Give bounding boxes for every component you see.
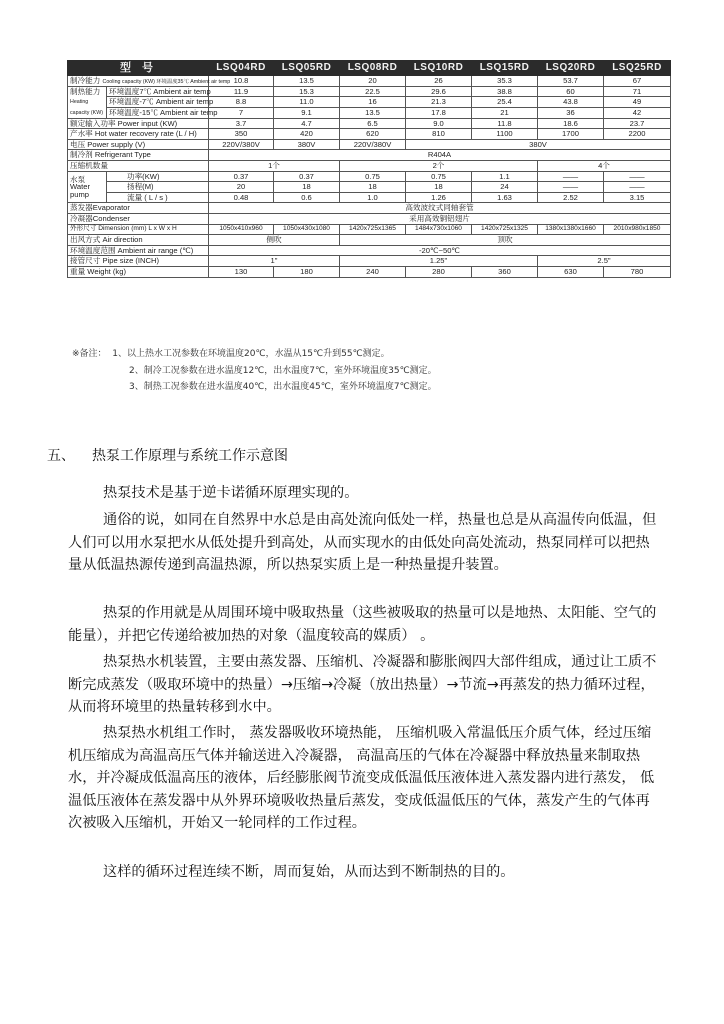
table-cell: 0.48 (209, 192, 274, 203)
table-cell: 35.3 (472, 76, 538, 87)
table-cell: 1484x730x1060 (406, 224, 472, 235)
table-row (68, 129, 671, 140)
table-row (68, 224, 671, 235)
table-row (68, 118, 671, 129)
table-cell: 2.52 (538, 192, 604, 203)
model-name: LSQ10RD (406, 61, 472, 76)
model-header-label: 型 号 (68, 61, 209, 76)
table-notes (72, 346, 437, 396)
table-row (68, 203, 671, 214)
table-cell: 0.37 (274, 171, 340, 182)
row-label: 接管尺寸 Pipe size (INCH) (68, 256, 209, 267)
table-cell: 26 (406, 76, 472, 87)
model-name: LSQ04RD (209, 61, 274, 76)
table-cell: 1420x725x1365 (340, 224, 406, 235)
row-label: 压缩机数量 (68, 160, 209, 171)
row-label: 制冷能力 (70, 75, 101, 85)
table-cell: 36 (538, 107, 604, 118)
table-cell: 60 (538, 86, 604, 97)
table-cell: 1420x725x1325 (472, 224, 538, 235)
table-cell: 25.4 (472, 97, 538, 108)
table-cell: 220V/380V (209, 139, 274, 150)
table-row (68, 245, 671, 256)
table-cell: 1380x1380x1660 (538, 224, 604, 235)
row-label: 流量 ( L / s ) (107, 192, 209, 203)
table-cell: 20 (340, 76, 406, 87)
row-label: 环境温度7℃ Ambient air temp (107, 86, 209, 97)
row-label: 制冷剂 Refrigerant Type (68, 150, 209, 161)
table-cell: 2个 (340, 160, 538, 171)
table-cell: 8.8 (209, 97, 274, 108)
spec-table (67, 60, 671, 278)
table-cell: 420 (274, 129, 340, 140)
section-number: 五、 (47, 448, 75, 464)
table-cell: —— (604, 182, 671, 193)
table-cell: 1100 (472, 129, 538, 140)
table-cell: 22.5 (340, 86, 406, 97)
table-cell: 18 (406, 182, 472, 193)
row-label: 环境温度-15℃ Ambient air temp (107, 107, 209, 118)
table-cell: 620 (340, 129, 406, 140)
row-label: 水泵Water pump (68, 171, 107, 203)
table-cell: 15.3 (274, 86, 340, 97)
table-row (68, 235, 671, 246)
table-row (68, 150, 671, 161)
table-cell: 1.26 (406, 192, 472, 203)
table-cell: 350 (209, 129, 274, 140)
table-row (68, 182, 671, 193)
table-cell: 0.6 (274, 192, 340, 203)
table-cell: 1.63 (472, 192, 538, 203)
table-cell: 23.7 (604, 118, 671, 129)
table-cell: 2200 (604, 129, 671, 140)
table-cell: 0.75 (340, 171, 406, 182)
table-cell: 18 (274, 182, 340, 193)
table-row (68, 86, 671, 97)
table-cell: 29.6 (406, 86, 472, 97)
table-cell: 280 (406, 266, 472, 277)
table-cell: 18.6 (538, 118, 604, 129)
table-cell: 7 (209, 107, 274, 118)
table-cell: —— (604, 171, 671, 182)
paragraph: 通俗的说，如同在自然界中水总是由高处流向低处一样，热量也总是从高温传向低温，但人们可以用水泵把水从低处提升到高处，从而实现水的由低处向高处流动，热泵同样可以把热量从低温热源传递到高温热源，所以热泵实质上是一种热量提升装置。 (68, 512, 657, 574)
section-title: 热泵工作原理与系统工作示意图 (92, 448, 288, 464)
table-cell: 42 (604, 107, 671, 118)
table-cell: 3.7 (209, 118, 274, 129)
row-label: 额定输入功率 Power input (KW) (68, 118, 209, 129)
table-header-row (68, 61, 671, 76)
table-cell: 2.5" (538, 256, 671, 267)
row-label: 制热能力 (70, 86, 101, 96)
table-cell: 1.25" (340, 256, 538, 267)
note-prefix: ※备注： (72, 349, 107, 359)
note-item: 3、制热工况参数在进水温度40℃，出水温度45℃，室外环境温度7℃测定。 (129, 382, 437, 392)
paragraph: 热泵技术是基于逆卡诺循环原理实现的。 (103, 485, 359, 501)
table-cell: 380V (406, 139, 671, 150)
table-cell: 侧吹 (209, 235, 340, 246)
model-name: LSQ20RD (538, 61, 604, 76)
table-cell: R404A (209, 150, 671, 161)
table-cell: 10.8 (209, 76, 274, 87)
table-cell: 380V (274, 139, 340, 150)
table-cell: 18 (340, 182, 406, 193)
model-name: LSQ25RD (604, 61, 671, 76)
row-sublabel: Heating capacity (KW) (70, 98, 103, 116)
table-row (68, 256, 671, 267)
table-cell: 53.7 (538, 76, 604, 87)
table-cell: 11.8 (472, 118, 538, 129)
row-label: 外形尺寸 Dimension (mm) L x W x H (68, 224, 209, 235)
model-name: LSQ15RD (472, 61, 538, 76)
table-cell: 1700 (538, 129, 604, 140)
table-cell: 3.15 (604, 192, 671, 203)
table-cell: 2010x980x1850 (604, 224, 671, 235)
table-row (68, 139, 671, 150)
row-label: 重量 Weight (kg) (68, 266, 209, 277)
table-cell: 高效波纹式同轴套管 (209, 203, 671, 214)
table-cell: 1.1 (472, 171, 538, 182)
table-cell: 13.5 (274, 76, 340, 87)
table-cell: 0.37 (209, 171, 274, 182)
table-cell: 180 (274, 266, 340, 277)
table-cell: 1.0 (340, 192, 406, 203)
table-cell: 17.8 (406, 107, 472, 118)
table-cell: 11.0 (274, 97, 340, 108)
table-row (68, 107, 671, 118)
table-cell: 0.75 (406, 171, 472, 182)
note-line (72, 346, 437, 363)
table-cell: —— (538, 182, 604, 193)
table-cell: 38.8 (472, 86, 538, 97)
paragraph: 这样的循环过程连续不断，周而复始，从而达到不断制热的目的。 (103, 864, 515, 880)
table-cell: 21 (472, 107, 538, 118)
table-cell: 810 (406, 129, 472, 140)
table-cell: 24 (472, 182, 538, 193)
table-row (68, 76, 671, 87)
table-cell: 360 (472, 266, 538, 277)
table-cell: 9.0 (406, 118, 472, 129)
paragraph: 热泵热水机装置，主要由蒸发器、压缩机、冷凝器和膨胀阀四大部件组成，通过让工质不断完成蒸发（吸取环境中的热量）→压缩→冷凝（放出热量）→节流→再蒸发的热力循环过程，从而将环境里的热量转移到水中。 (68, 654, 657, 716)
model-name: LSQ05RD (274, 61, 340, 76)
table-row (68, 266, 671, 277)
model-name: LSQ08RD (340, 61, 406, 76)
table-cell: 1个 (209, 160, 340, 171)
table-cell: 1" (209, 256, 340, 267)
table-row (68, 213, 671, 224)
table-cell: 采用高效铜铝翅片 (209, 213, 671, 224)
table-cell: 11.9 (209, 86, 274, 97)
table-row (68, 192, 671, 203)
table-cell: 1050x430x1080 (274, 224, 340, 235)
row-label: 功率(KW) (107, 171, 209, 182)
table-row (68, 160, 671, 171)
table-cell: 67 (604, 76, 671, 87)
row-label: 环境温度-7℃ Ambient air temp (107, 97, 209, 108)
table-cell: 21.3 (406, 97, 472, 108)
table-row (68, 97, 671, 108)
table-cell: 顶吹 (340, 235, 671, 246)
section-heading (47, 445, 288, 465)
row-label: 出风方式 Air direction (68, 235, 209, 246)
table-cell: 130 (209, 266, 274, 277)
table-row (68, 171, 671, 182)
table-cell: 4个 (538, 160, 671, 171)
table-cell: 240 (340, 266, 406, 277)
row-label: 环境温度范围 Ambient air range (℃) (68, 245, 209, 256)
table-cell: 16 (340, 97, 406, 108)
table-cell: 43.8 (538, 97, 604, 108)
note-item: 1、以上热水工况参数在环境温度20℃，水温从15℃升到55℃测定。 (112, 349, 390, 359)
table-cell: 4.7 (274, 118, 340, 129)
table-cell: 13.5 (340, 107, 406, 118)
row-label: 产水率 Hot water recovery rate (L / H) (68, 129, 209, 140)
table-cell: 1050x410x960 (209, 224, 274, 235)
row-label: 扬程(M) (107, 182, 209, 193)
table-cell: 6.5 (340, 118, 406, 129)
table-cell: 9.1 (274, 107, 340, 118)
table-cell: 49 (604, 97, 671, 108)
paragraph: 热泵的作用就是从周围环境中吸取热量（这些被吸取的热量可以是地热、太阳能、空气的能量），并把它传递给被加热的对象（温度较高的媒质） 。 (68, 605, 657, 644)
table-cell: 780 (604, 266, 671, 277)
note-item: 2、制冷工况参数在进水温度12℃，出水温度7℃，室外环境温度35℃测定。 (129, 365, 437, 376)
table-cell: 71 (604, 86, 671, 97)
row-label: 冷凝器Condenser (68, 213, 209, 224)
table-cell: —— (538, 171, 604, 182)
row-label: 电压 Power supply (V) (68, 139, 209, 150)
table-cell: 220V/380V (340, 139, 406, 150)
table-cell: 20 (209, 182, 274, 193)
table-cell: -20℃~50℃ (209, 245, 671, 256)
table-cell: 630 (538, 266, 604, 277)
row-sublabel: Cooling capacity (KW) 环境温度35℃ Ambient air temp (102, 78, 231, 85)
paragraph: 热泵热水机组工作时， 蒸发器吸收环境热能， 压缩机吸入常温低压介质气体，经过压缩机压缩成为高温高压气体并输送进入冷凝器， 高温高压的气体在冷凝器中释放热量来制取热水，并冷凝成低温高压的液体，后经膨胀阀节流变成低温低压液体进入蒸发器内进行蒸发， 低温低压液体在蒸发器中从外界环境吸收热量后蒸发，变成低温低压的气体，蒸发产生的气体再次被吸入压缩机，开始又一轮同样的工作过程。 (68, 725, 655, 832)
row-label: 蒸发器Evaporator (68, 203, 209, 214)
